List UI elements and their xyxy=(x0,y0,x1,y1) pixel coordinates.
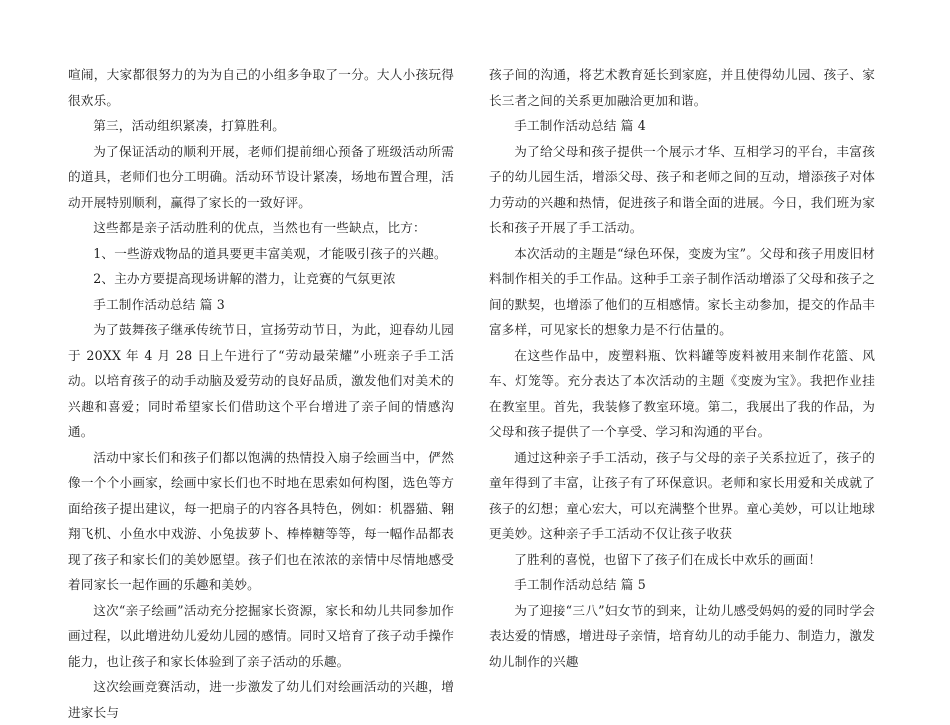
paragraph: 本次活动的主题是“绿色环保，变废为宝”。父母和孩子用废旧材料制作相关的手工作品。这种手工亲子制作活动增添了父母和孩子之间的默契，也增添了他们的互相感情。家长主动参加，提交的作品丰富多样，可见家长的想象力是不行估量的。 xyxy=(489,245,875,337)
left-column xyxy=(68,62,454,725)
section-heading: 手工制作活动总结 篇 5 xyxy=(514,577,646,592)
section-heading: 手工制作活动总结 篇 4 xyxy=(514,118,646,133)
paragraph: 了胜利的喜悦，也留下了孩子们在成长中欢乐的画面！ xyxy=(514,551,822,567)
paragraph: 喧闹，大家都很努力的为为自己的小组多争取了一分。大人小孩玩得很欢乐。 xyxy=(68,67,454,108)
paragraph: 活动中家长们和孩子们都以饱满的热情投入扇子绘画当中，俨然像一个个小画家，绘画中家长们也不时地在思索如何构图，选色等方面给孩子提出建议，每一把扇子的内容各具特色，例如：机器猫、翱翔飞机、小鱼水中戏游、小兔拔萝卜、棒棒糖等等，每一幅作品都表现了孩子和家长们的美妙愿望。孩子们也在浓浓的亲情中尽情地感受着同家长一起作画的乐趣和美妙。 xyxy=(68,449,454,592)
right-column xyxy=(489,62,875,674)
paragraph: 这些都是亲子活动胜利的优点，当然也有一些缺点，比方： xyxy=(93,220,426,235)
list-item: 1、一些游戏物品的道具要更丰富美观，才能吸引孩子的兴趣。 xyxy=(93,245,447,261)
paragraph: 孩子间的沟通，将艺术教育延长到家庭，并且使得幼儿园、孩子、家长三者之间的关系更加融洽更加和谐。 xyxy=(489,67,875,108)
paragraph: 为了保证活动的顺利开展，老师们提前细心预备了班级活动所需的道具，老师们也分工明确。活动环节设计紧凑，场地布置合理，活动开展特别顺利，赢得了家长的一致好评。 xyxy=(68,143,454,210)
paragraph: 这次绘画竞赛活动，进一步激发了幼儿们对绘画活动的兴趣，增进家长与 xyxy=(68,679,454,720)
paragraph: 通过这种亲子手工活动，孩子与父母的亲子关系拉近了，孩子的童年得到了丰富，让孩子有了环保意识。老师和家长用爱和关成就了孩子的幻想；童心宏大，可以充满整个世界。童心美妙，可以让地球更美妙。这种亲子手工活动不仅让孩子收获 xyxy=(489,449,875,541)
list-item: 2、主办方要提高现场讲解的潜力，让竞赛的气氛更浓 xyxy=(93,271,396,286)
paragraph: 在这些作品中，废塑料瓶、饮料罐等废料被用来制作花篮、风车、灯笼等。充分表达了本次活动的主题《变废为宝》。我把作业挂在教室里。首先，我装修了教室环境。第二，我展出了我的作品，为父母和孩子提供了一个享受、学习和沟通的平台。 xyxy=(489,347,875,439)
paragraph: 为了鼓舞孩子继承传统节日，宣扬劳动节日，为此，迎春幼儿园于 20XX 年 4 月 28 日上午进行了“劳动最荣耀”小班亲子手工活动。以培育孩子的动手动脑及爱劳动的良好品质，激发他们对美术的兴趣和喜爱；同时希望家长们借助这个平台增进了亲子间的情感沟通。 xyxy=(68,322,454,439)
paragraph: 第三，活动组织紧凑，打算胜利。 xyxy=(93,118,286,133)
section-heading: 手工制作活动总结 篇 3 xyxy=(93,296,225,312)
paragraph: 这次“亲子绘画”活动充分挖掘家长资源，家长和幼儿共同参加作画过程，以此增进幼儿爱幼儿园的感情。同时又培育了孩子动手操作能力，也让孩子和家长体验到了亲子活动的乐趣。 xyxy=(68,602,454,669)
paragraph: 为了给父母和孩子提供一个展示才华、互相学习的平台，丰富孩子的幼儿园生活，增添父母、孩子和老师之间的互动，增添孩子对体力劳动的兴趣和热情，促进孩子和谐全面的进展。今日，我们班为家长和孩子开展了手工活动。 xyxy=(489,143,875,235)
paragraph: 为了迎接“三八”妇女节的到来，让幼儿感受妈妈的爱的同时学会表达爱的情感，增进母子亲情，培育幼儿的动手能力、制造力，激发幼儿制作的兴趣 xyxy=(489,602,875,669)
